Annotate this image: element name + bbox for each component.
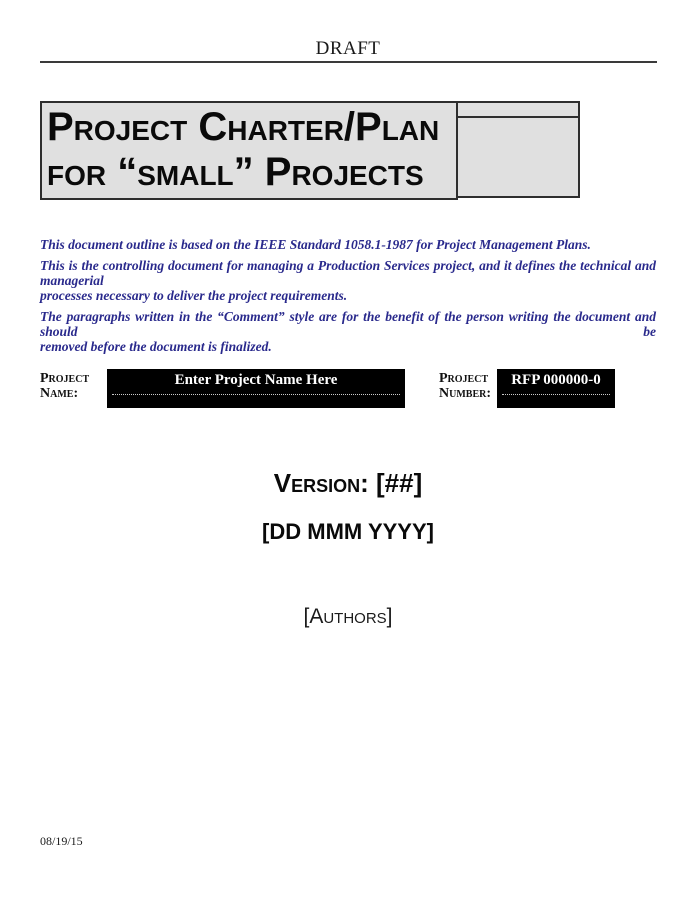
- draft-header-label: DRAFT: [315, 38, 381, 59]
- comment-paragraphs: [40, 237, 656, 360]
- project-number-label: Project Number:: [439, 371, 491, 401]
- comment-paragraph-2-line-2: processes necessary to deliver the project requirements.: [40, 288, 348, 303]
- comment-paragraph-1: [40, 237, 656, 252]
- project-name-value: Enter Project Name Here: [174, 372, 338, 388]
- comment-paragraph-1-line-1: This document outline is based on the IEEE Standard 1058.1-1987 for Project Management Plans.: [40, 237, 591, 252]
- header-rule: [40, 61, 657, 63]
- footer-date: 08/19/15: [40, 834, 83, 848]
- title-line-1: Project Charter/Plan: [47, 105, 440, 149]
- version-label: Version: [##]: [273, 468, 423, 498]
- project-number-underline: [502, 394, 610, 395]
- date-placeholder: [DD MMM YYYY]: [262, 519, 434, 544]
- authors-placeholder: [Authors]: [303, 605, 393, 628]
- project-number-value: RFP 000000-0: [511, 372, 601, 388]
- project-number-field[interactable]: [497, 369, 615, 408]
- comment-paragraph-3: [40, 309, 656, 354]
- title-box: [40, 101, 458, 200]
- project-name-field[interactable]: [107, 369, 405, 408]
- title-side-cell-divider: [458, 116, 578, 118]
- comment-paragraph-3-line-2: removed before the document is finalized.: [40, 339, 272, 354]
- project-name-label: Project Name:: [40, 371, 90, 401]
- title-side-cell: [456, 101, 580, 198]
- comment-paragraph-2: [40, 258, 656, 303]
- project-name-underline: [112, 394, 400, 395]
- comment-paragraph-3-line-1: The paragraphs written in the “Comment” style are for the benefit of the person writing the document and should be: [40, 309, 656, 339]
- comment-paragraph-2-line-1: This is the controlling document for managing a Production Services project, and it defines the technical and managerial: [40, 258, 656, 288]
- title-line-2: for “small” Projects: [47, 150, 424, 194]
